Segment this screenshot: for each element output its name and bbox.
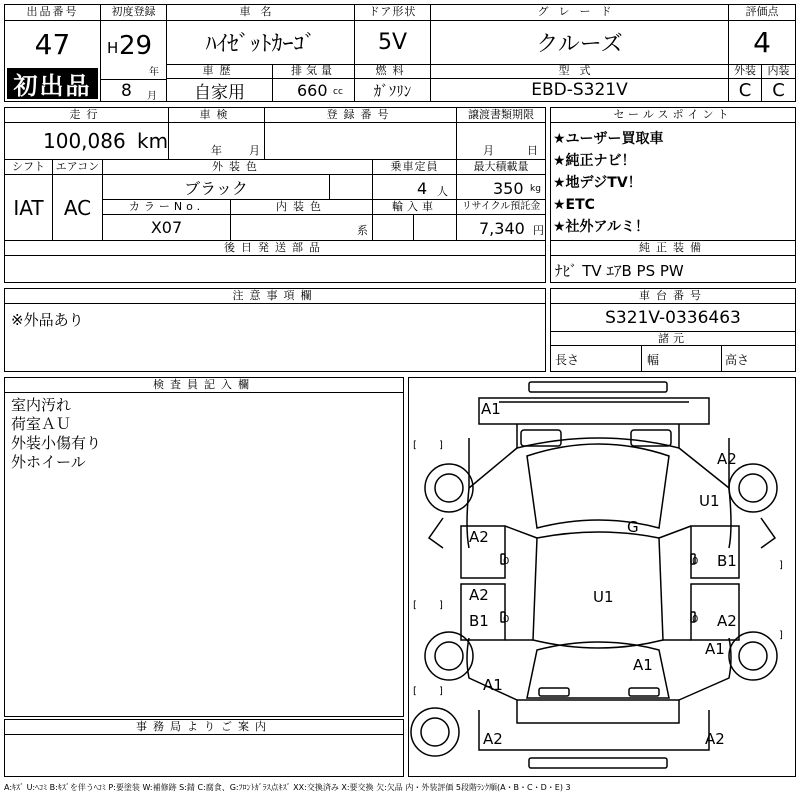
color: ブラック [184,178,248,198]
displacement-cell [273,64,355,101]
damage-mark: B1 [469,612,489,630]
svg-text:0: 0 [503,614,510,625]
svg-text:]: ] [779,560,783,571]
damage-mark: A1 [481,400,501,418]
max-load: 350 [493,179,524,198]
inspection-month-unit: 月 [249,144,260,157]
era: H [107,39,119,57]
damage-mark: A2 [483,730,503,748]
sales-point: ★地デジTV！ [553,175,642,191]
import-cell [373,200,457,240]
genuine-equipment-label: 純正装備 [551,241,795,256]
first-listing-badge: 初出品 [7,68,98,99]
notes-label: 注意事項欄 [5,289,545,304]
import-label: 輸入車 [373,200,456,215]
notes-text: ※外品あり [11,311,84,329]
svg-text:0: 0 [503,556,510,567]
history: 自家用 [194,82,245,103]
lot-number: 47 [34,27,71,61]
model: EBD-S321V [531,80,628,100]
inspection-cell [169,108,265,160]
mileage-unit: km [137,129,169,153]
exterior-grade: C [738,79,752,101]
later-parts-cell [5,240,545,282]
damage-mark: B1 [717,552,737,570]
svg-text:[: [ [413,440,417,451]
inspector-line: 荷室ＡＵ [11,415,72,433]
inspector-line: 外装小傷有り [11,434,102,452]
svg-text:]: ] [439,686,443,697]
displacement-label: 排気量 [273,64,354,79]
history-cell [167,64,273,101]
grade: クルーズ [536,31,623,57]
svg-text:]: ] [779,630,783,641]
car-name-cell [167,5,355,64]
capacity-label: 乗車定員 [373,160,456,175]
legend-text: A:ｷｽﾞ U:ﾍｺﾐ B:ｷｽﾞを伴うﾍｺﾐ P:要塗装 W:補修跡 S:錆 C:腐食、G:ﾌﾛﾝﾄｶﾞﾗｽ点ｷｽﾞ XX:交換済み X:要交換 欠:欠品 内・外装評価 5段階ﾗﾝｸ順(A・B・C・D・E) 3 [4,783,571,792]
exterior-grade-label: 外装 [729,64,761,79]
damage-mark: A1 [705,640,725,658]
vehicle-details [4,107,546,283]
registration-number-cell [265,108,457,160]
grade-label: グレード [431,5,728,21]
interior-grade-cell [762,64,795,101]
aircon-label: エアコン [53,160,102,175]
recycle-fee: 7,340 [479,219,525,238]
damage-mark: U1 [699,492,720,510]
color-number: X07 [150,218,183,237]
model-cell [431,64,729,101]
recycle-label: リサイクル預託金 [457,200,545,215]
color-cell [103,160,373,200]
capacity: 4 [417,179,428,198]
first-registration-label: 初度登録 [101,5,166,21]
chassis-number: S321V-0336463 [605,308,741,328]
inspector-line: 室内汚れ [11,396,72,414]
office-panel [4,719,404,777]
capacity-unit: 人 [437,185,448,198]
lot-number-label: 出品番号 [5,5,100,21]
damage-mark: A2 [717,450,737,468]
reg-month: 8 [121,81,132,101]
color-number-cell [103,200,231,240]
transfer-month-unit: 月 [483,144,494,157]
width-label: 幅 [647,353,660,367]
mileage-label: 走行 [5,108,168,123]
shift: IAT [13,195,44,220]
inspection-year-unit: 年 [211,144,222,157]
damage-mark: A2 [717,612,737,630]
reg-year: 29 [119,31,153,61]
car-name-label: 車名 [167,5,354,21]
length-label: 長さ [555,353,580,367]
model-label: 型式 [431,64,728,79]
registration-number-label: 登録番号 [265,108,456,123]
notes-panel [4,288,546,372]
exterior-grade-cell [729,64,762,101]
grade-cell [431,5,729,64]
genuine-equipment-cell [551,240,795,282]
transfer-deadline-label: 譲渡書類期限 [457,108,545,123]
transfer-deadline-cell [457,108,545,160]
fuel-cell [355,64,431,101]
damage-mark: U1 [593,588,614,606]
inspector-label: 検査員記入欄 [5,378,403,393]
svg-text:0: 0 [692,556,699,567]
door-cell [355,5,431,64]
interior-color-unit: 系 [357,224,368,237]
sales-point: ★ユーザー買取車 [553,131,664,147]
mileage: 100,086 [43,129,126,153]
score: 4 [753,25,771,59]
damage-mark: G [627,518,639,536]
svg-text:[: [ [413,600,417,611]
sales-points-panel [550,107,796,283]
height-label: 高さ [725,353,750,367]
spec-label: 諸元 [551,331,795,346]
color-label: 外装色 [103,160,372,175]
damage-diagram [408,377,796,777]
svg-text:]: ] [439,440,443,451]
svg-text:[: [ [413,686,417,697]
sales-point: ★ETC [553,197,595,213]
color-number-label: カラーNo. [103,200,230,215]
lot-number-cell [5,5,101,101]
displacement-unit: cc [333,87,343,97]
inspector-notes [11,396,101,472]
chassis-label: 車台番号 [551,289,795,304]
sales-points-label: セールスポイント [551,108,795,123]
later-parts-label: 後日発送部品 [5,241,545,256]
damage-mark: A2 [469,586,489,604]
recycle-cell [457,200,545,240]
history-label: 車歴 [167,64,272,79]
max-load-unit: kg [530,184,541,194]
damage-mark: A2 [705,730,725,748]
interior-grade: C [772,79,785,101]
svg-text:0: 0 [692,614,699,625]
fuel: ｶﾞｿﾘﾝ [373,81,412,100]
aircon: AC [63,195,92,220]
max-load-label: 最大積載量 [457,160,545,175]
sales-point: ★純正ナビ！ [553,153,636,169]
recycle-unit: 円 [533,224,544,237]
office-label: 事務局よりご案内 [5,720,403,735]
door-label: ドア形状 [355,5,430,21]
sales-points-list [553,128,664,238]
inspector-panel [4,377,404,717]
reg-year-unit: 年 [149,67,159,78]
interior-color-cell [231,200,373,240]
car-outline-diagram [409,378,795,776]
max-load-cell [457,160,545,200]
transfer-day-unit: 日 [527,144,538,157]
door-type: 5V [377,29,408,55]
reg-month-unit: 月 [147,91,157,102]
mileage-cell [5,108,169,160]
svg-text:]: ] [439,600,443,611]
top-row [4,4,796,102]
capacity-cell [373,160,457,200]
fuel-label: 燃料 [355,64,430,79]
shift-label: シフト [5,160,52,175]
inspector-line: 外ホイール [11,453,86,471]
sales-point: ★社外アルミ！ [553,219,649,235]
interior-color-label: 内装色 [231,200,372,215]
damage-mark: A1 [633,656,653,674]
aircon-cell [53,160,103,240]
displacement: 660 [297,81,328,100]
score-label: 評価点 [729,5,795,21]
shift-cell [5,160,53,240]
genuine-equipment: ﾅﾋﾞ TV ｴｱB PS PW [555,262,684,280]
first-registration-cell [101,5,167,101]
car-name: ﾊｲｾﾞｯﾄｶｰｺﾞ [205,31,316,57]
inspection-label: 車検 [169,108,264,123]
damage-mark: A2 [469,528,489,546]
chassis-panel [550,288,796,372]
damage-mark: A1 [483,676,503,694]
interior-grade-label: 内装 [762,64,795,79]
